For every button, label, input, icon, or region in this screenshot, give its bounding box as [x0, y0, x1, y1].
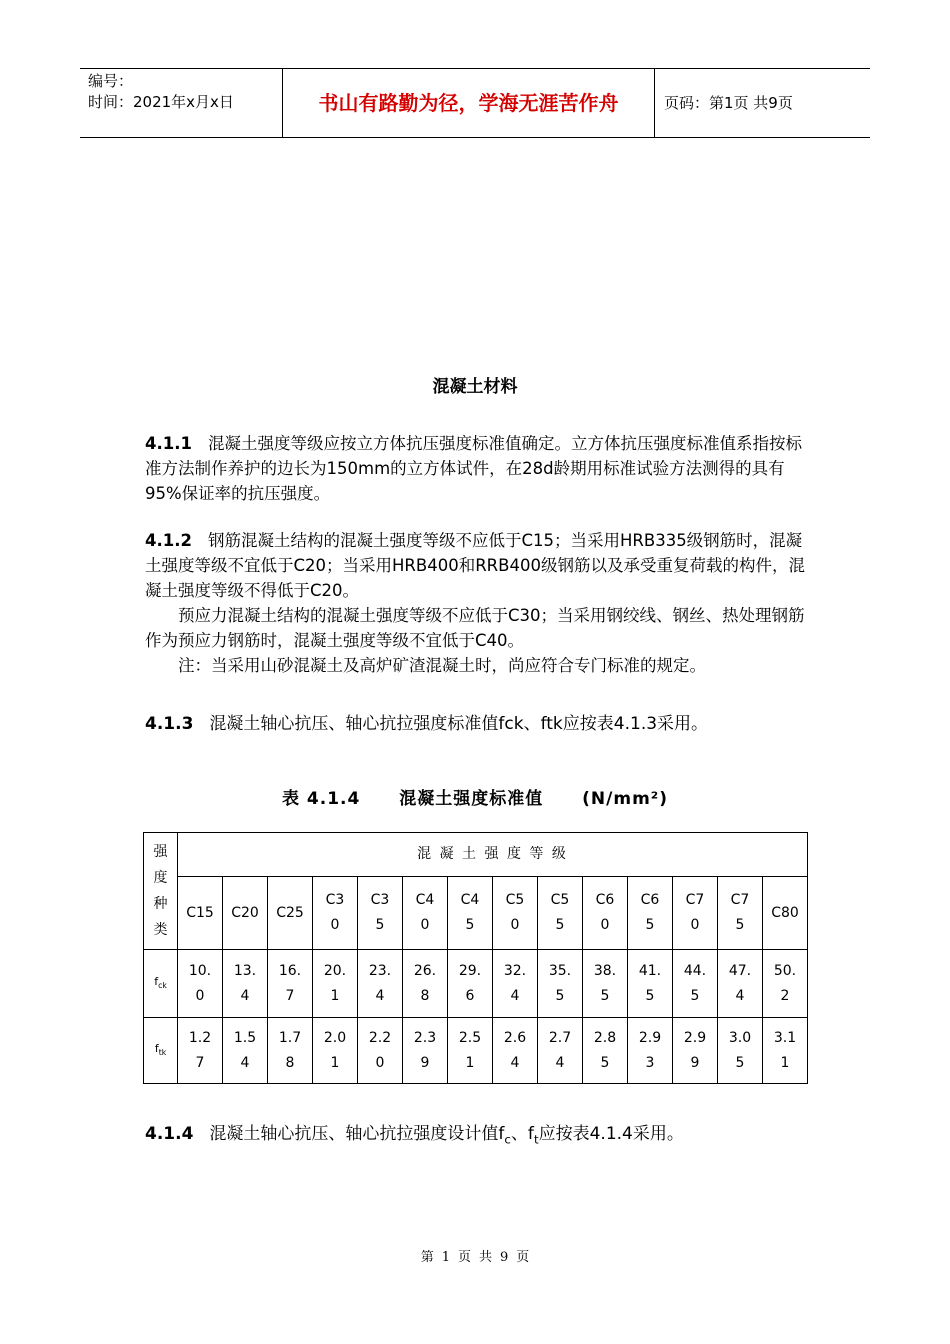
page-header — [80, 68, 870, 138]
row-label-subscript: tk — [158, 1048, 167, 1058]
grade-header-cell — [628, 877, 673, 950]
table-cell — [628, 950, 673, 1018]
table-cell — [358, 1018, 403, 1084]
grade-header-cell — [358, 877, 403, 950]
table-cell — [628, 1018, 673, 1084]
cell-value: 1.78 — [278, 1029, 302, 1071]
grade-label: C30 — [325, 892, 345, 933]
grade-label: C20 — [231, 904, 259, 921]
subscript-t: t — [533, 1132, 539, 1147]
cell-value: 1.27 — [188, 1029, 212, 1071]
document-title: 混凝土材料 — [432, 377, 518, 397]
cell-value: 13.4 — [233, 962, 257, 1004]
grade-label: C60 — [595, 892, 615, 933]
grade-header-cell — [178, 877, 223, 950]
table-caption-title: 混凝土强度标准值 — [399, 789, 544, 809]
row-label: f — [154, 1041, 159, 1055]
row-label-cell — [144, 950, 178, 1018]
section-4-1-2 — [145, 528, 810, 678]
footer-d: 页 — [516, 1250, 530, 1265]
header-meta — [80, 69, 282, 137]
grade-label: C15 — [186, 904, 214, 921]
table-cell — [313, 1018, 358, 1084]
footer-total: 9 — [500, 1250, 509, 1265]
footer-b: 页 — [457, 1250, 471, 1265]
grade-label: C70 — [685, 892, 705, 933]
grade-header-cell — [403, 877, 448, 950]
header-motto: 书山有路勤为径，学海无涯苦作舟 — [282, 69, 655, 137]
table-cell — [538, 1018, 583, 1084]
cell-value: 32.4 — [503, 962, 527, 1004]
table-cell — [178, 950, 223, 1018]
grade-header-cell — [718, 877, 763, 950]
table-cell — [178, 1018, 223, 1084]
grade-header-cell — [763, 877, 808, 950]
footer-c: 共 — [479, 1250, 493, 1265]
grade-header-cell — [493, 877, 538, 950]
cell-value: 2.85 — [593, 1029, 617, 1071]
table-cell — [493, 1018, 538, 1084]
page-footer — [0, 1246, 950, 1265]
grade-label: C55 — [550, 892, 570, 933]
table-cell — [718, 1018, 763, 1084]
grade-label: C75 — [730, 892, 750, 933]
table-cell — [403, 950, 448, 1018]
table-cell — [673, 1018, 718, 1084]
section-number: 4.1.3 — [145, 714, 194, 734]
grade-header-cell — [583, 877, 628, 950]
table-cell — [538, 950, 583, 1018]
cell-value: 16.7 — [278, 962, 302, 1004]
cell-value: 2.39 — [413, 1029, 437, 1071]
section-4-1-3 — [145, 712, 810, 737]
cell-value: 47.4 — [728, 962, 752, 1004]
table-corner-cell — [144, 833, 178, 950]
table-cell — [358, 950, 403, 1018]
table-caption-unit: (N/mm²) — [582, 789, 669, 809]
table-cell — [493, 950, 538, 1018]
cell-value: 2.01 — [323, 1029, 347, 1071]
row-label: f — [154, 974, 159, 988]
grade-label: C50 — [505, 892, 525, 933]
table-cell — [583, 950, 628, 1018]
table-cell — [223, 950, 268, 1018]
table-cell — [403, 1018, 448, 1084]
subscript-c: c — [504, 1132, 511, 1147]
table-group-header: 混 凝 土 强 度 等 级 — [178, 833, 808, 877]
cell-value: 2.20 — [368, 1029, 392, 1071]
table-caption-number: 表 4.1.4 — [281, 789, 361, 809]
grade-label: C40 — [415, 892, 435, 933]
cell-value: 2.51 — [458, 1029, 482, 1071]
section-number: 4.1.2 — [145, 531, 192, 550]
grade-header-cell — [538, 877, 583, 950]
table-cell — [763, 950, 808, 1018]
section-text: 混凝土强度等级应按立方体抗压强度标准值确定。立方体抗压强度标准值系指按标准方法制作养护的边长为150mm的立方体试件，在28d龄期用标准试验方法测得的具有95%保证率的抗压强度。 — [145, 434, 802, 503]
table-cell — [268, 1018, 313, 1084]
grade-header-cell — [223, 877, 268, 950]
grade-label: C65 — [640, 892, 660, 933]
section-text: 钢筋混凝土结构的混凝土强度等级不应低于C15；当采用HRB335级钢筋时，混凝土强度等级不宜低于C20；当采用HRB400和RRB400级钢筋以及承受重复荷载的构件，混凝土强度等级不得低于C20。 — [145, 531, 805, 600]
footer-a: 第 — [420, 1250, 434, 1265]
table-cell — [718, 950, 763, 1018]
footer-page: 1 — [441, 1250, 450, 1265]
cell-value: 3.05 — [728, 1029, 752, 1071]
serial-label: 编号： — [88, 72, 134, 90]
date-label: 时间：2021年x月x日 — [88, 93, 234, 111]
cell-value: 2.99 — [683, 1029, 707, 1071]
table-cell — [673, 950, 718, 1018]
cell-value: 26.8 — [413, 962, 437, 1004]
table-corner-label: 强度种类 — [153, 844, 168, 938]
cell-value: 2.93 — [638, 1029, 662, 1071]
grade-label: C25 — [276, 904, 304, 921]
row-label-cell — [144, 1018, 178, 1084]
section-text-2: 预应力混凝土结构的混凝土强度等级不应低于C30；当采用钢绞线、钢丝、热处理钢筋作为预应力钢筋时，混凝土强度等级不宜低于C40。 — [145, 606, 805, 650]
grade-header-cell — [313, 877, 358, 950]
section-text-c: 应按表4.1.4采用。 — [538, 1124, 684, 1144]
table-cell — [763, 1018, 808, 1084]
cell-value: 10.0 — [188, 962, 212, 1004]
header-page-info: 页码：第1页 共9页 — [664, 94, 793, 112]
cell-value: 35.5 — [548, 962, 572, 1004]
grade-header-cell — [448, 877, 493, 950]
cell-value: 3.11 — [773, 1029, 797, 1071]
table-cell — [223, 1018, 268, 1084]
cell-value: 44.5 — [683, 962, 707, 1004]
cell-value: 38.5 — [593, 962, 617, 1004]
row-label-subscript: ck — [158, 981, 167, 991]
grade-header-cell — [673, 877, 718, 950]
section-text-a: 混凝土轴心抗压、轴心抗拉强度设计值f — [209, 1124, 505, 1144]
strength-table-wrapper — [143, 832, 808, 1084]
cell-value: 41.5 — [638, 962, 662, 1004]
table-cell — [448, 950, 493, 1018]
strength-table — [143, 832, 808, 1084]
table-row — [144, 1018, 808, 1084]
grade-label: C35 — [370, 892, 390, 933]
cell-value: 2.64 — [503, 1029, 527, 1071]
table-caption — [0, 784, 950, 809]
section-4-1-1 — [145, 431, 810, 506]
cell-value: 2.74 — [548, 1029, 572, 1071]
table-cell — [448, 1018, 493, 1084]
section-number: 4.1.4 — [145, 1124, 194, 1144]
grade-label: C80 — [771, 904, 799, 921]
table-cell — [583, 1018, 628, 1084]
table-cell — [268, 950, 313, 1018]
cell-value: 29.6 — [458, 962, 482, 1004]
cell-value: 23.4 — [368, 962, 392, 1004]
section-note: 注：当采用山砂混凝土及高炉矿渣混凝土时，尚应符合专门标准的规定。 — [178, 656, 706, 675]
cell-value: 1.54 — [233, 1029, 257, 1071]
table-row — [144, 950, 808, 1018]
section-text: 混凝土轴心抗压、轴心抗拉强度标准值fck、ftk应按表4.1.3采用。 — [209, 714, 709, 734]
cell-value: 20.1 — [323, 962, 347, 1004]
section-text-b: 、f — [510, 1124, 534, 1144]
section-number: 4.1.1 — [145, 434, 192, 453]
section-4-1-4 — [145, 1122, 810, 1152]
grade-label: C45 — [460, 892, 480, 933]
cell-value: 50.2 — [773, 962, 797, 1004]
table-grade-row — [144, 877, 808, 950]
table-cell — [313, 950, 358, 1018]
grade-header-cell — [268, 877, 313, 950]
